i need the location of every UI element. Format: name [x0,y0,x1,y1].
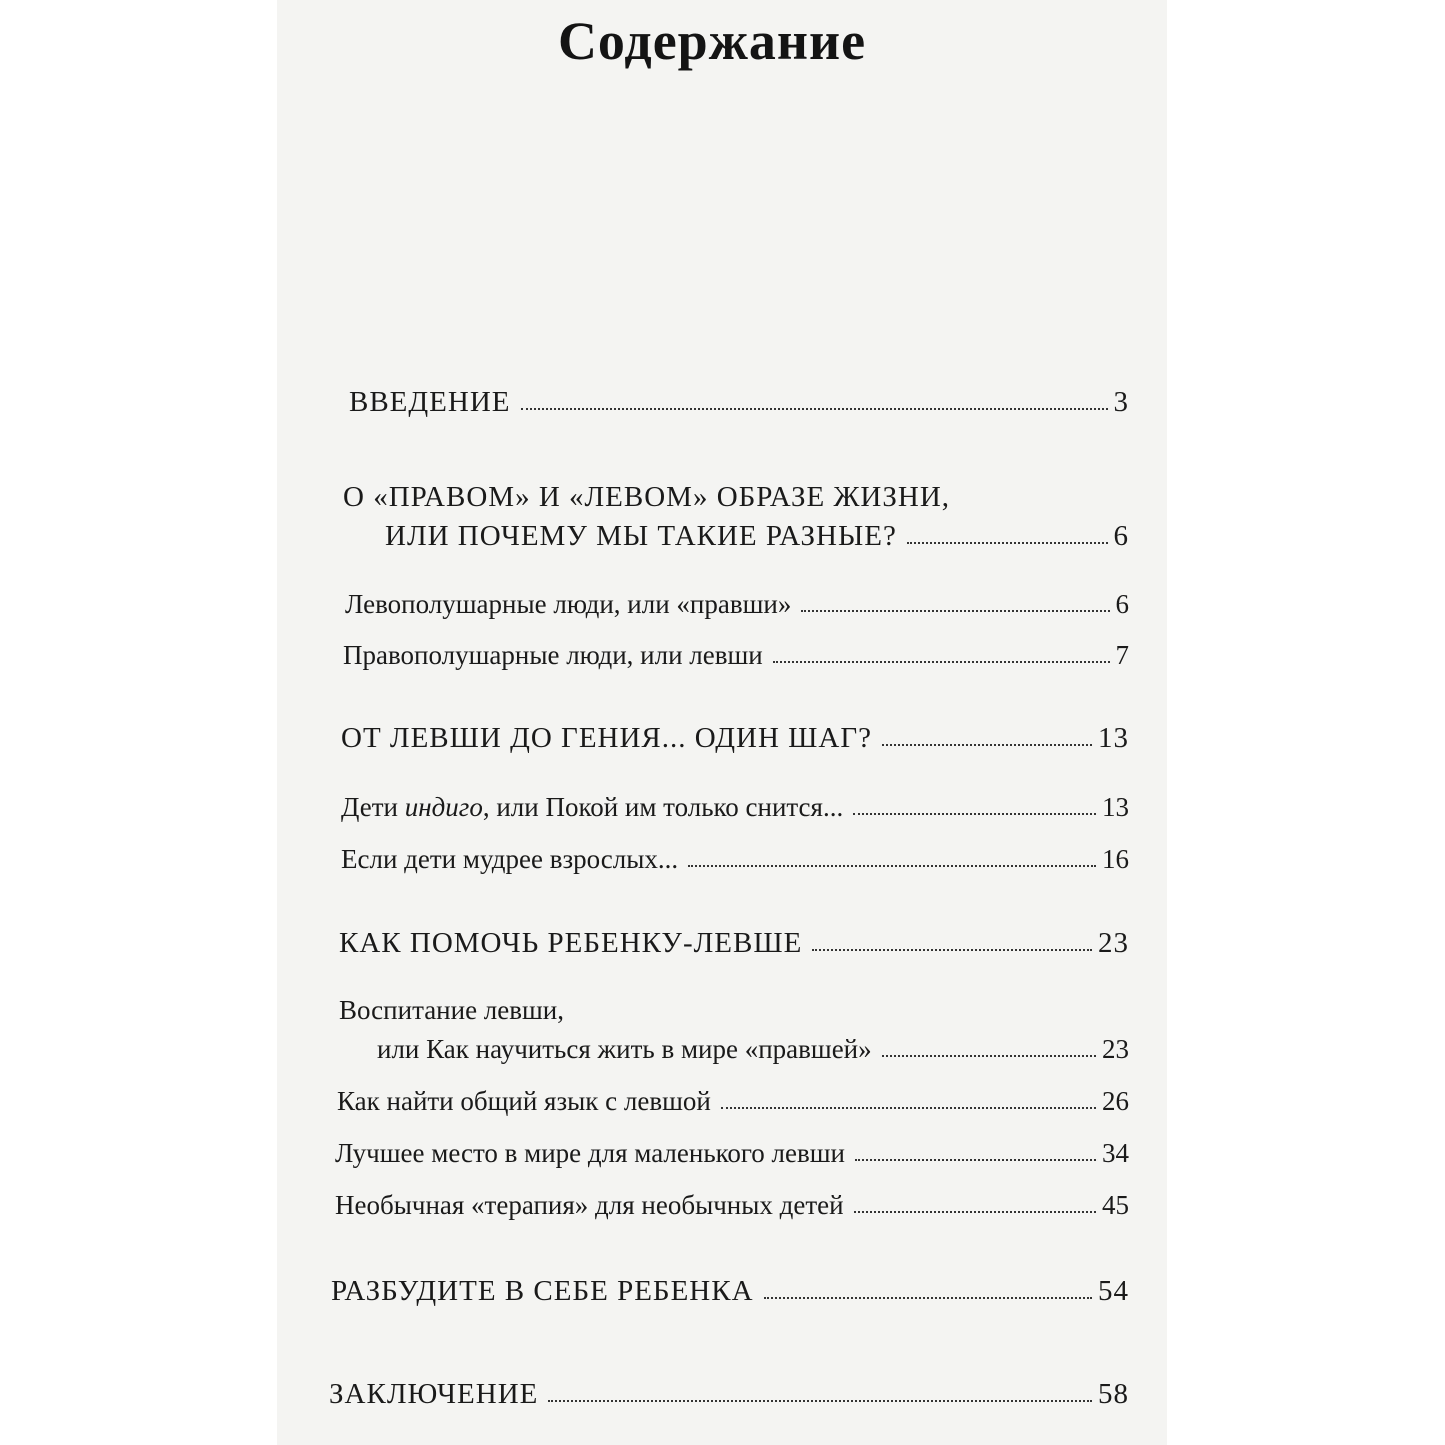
toc-leader-dots [854,1210,1096,1213]
toc-leader-dots [853,812,1096,815]
toc-entry-section [341,843,1129,875]
toc-page-number: 26 [1102,1086,1129,1116]
toc-page-number: 34 [1102,1138,1129,1168]
toc-text-part: , или Покой им только снится... [482,792,844,822]
toc-entry-section [377,1033,1129,1065]
toc-entry-title: Правополушарные люди, или левши [343,640,763,670]
toc-entry-intro [349,386,1129,418]
toc-entry-title: Лучшее место в мире для маленького левши [335,1138,845,1168]
toc-page-number: 54 [1098,1275,1129,1307]
toc-page-number: 23 [1102,1034,1129,1064]
toc-page-number: 6 [1115,589,1129,619]
toc-entry-title: ВВЕДЕНИЕ [349,386,511,418]
toc-entry-chapter2 [341,722,1129,754]
toc-page-number: 16 [1102,844,1129,874]
toc-leader-dots [812,948,1092,951]
toc-page-number: 13 [1102,792,1129,822]
toc-leader-dots [882,1054,1096,1057]
toc-entry-title: ИЛИ ПОЧЕМУ МЫ ТАКИЕ РАЗНЫЕ? [385,520,897,552]
toc-entry-title: Необычная «терапия» для необычных детей [335,1190,844,1220]
toc-entry-section [335,1137,1129,1169]
toc-entry-title: КАК ПОМОЧЬ РЕБЕНКУ-ЛЕВШЕ [339,927,803,959]
toc-leader-dots [521,407,1108,410]
toc-leader-dots [855,1158,1096,1161]
book-page [277,0,1167,1445]
toc-entry-chapter4 [331,1275,1129,1307]
toc-entry-title: ЗАКЛЮЧЕНИЕ [329,1378,539,1410]
toc-entry-section [335,1189,1129,1221]
toc-leader-dots [548,1399,1092,1402]
toc-leader-dots [882,743,1092,746]
toc-page-number: 45 [1102,1190,1129,1220]
toc-page-number: 23 [1098,927,1129,959]
toc-leader-dots [801,609,1109,612]
toc-entry-title: РАЗБУДИТЕ В СЕБЕ РЕБЕНКА [331,1275,754,1307]
toc-page-number: 7 [1115,640,1129,670]
toc-entry-section [343,639,1129,671]
toc-entry-title: ОТ ЛЕВШИ ДО ГЕНИЯ... ОДИН ШАГ? [341,722,873,754]
toc-leader-dots [721,1106,1096,1109]
toc-entry-outro [329,1378,1129,1410]
toc-entry-title [341,791,843,823]
toc-page-number: 6 [1113,520,1129,552]
toc-entry-title: Левополушарные люди, или «правши» [345,589,792,619]
page-title: Содержание [557,11,867,71]
toc-entry-chapter1 [385,520,1129,552]
toc-entry-title: Как найти общий язык с левшой [337,1086,711,1116]
toc-entry-title: или Как научиться жить в мире «правшей» [377,1034,872,1064]
toc-leader-dots [907,541,1108,544]
toc-page-number: 13 [1098,722,1129,754]
toc-entry-chapter3 [339,927,1129,959]
toc-entry-section [345,588,1129,620]
toc-text-part: Дети [341,792,405,822]
toc-entry-section [337,1085,1129,1117]
toc-page-number: 58 [1098,1378,1129,1410]
toc-entry-chapter1-line1: О «ПРАВОМ» И «ЛЕВОМ» ОБРАЗЕ ЖИЗНИ, [343,481,951,513]
toc-leader-dots [773,660,1110,663]
toc-text-italic: индиго [404,792,483,822]
toc-leader-dots [764,1296,1092,1299]
toc-page-number: 3 [1113,386,1129,418]
toc-leader-dots [688,864,1096,867]
toc-entry-title: Если дети мудрее взрослых... [341,844,679,874]
toc-entry-section [341,791,1129,823]
toc-entry-section-line1: Воспитание левши, [339,995,565,1025]
